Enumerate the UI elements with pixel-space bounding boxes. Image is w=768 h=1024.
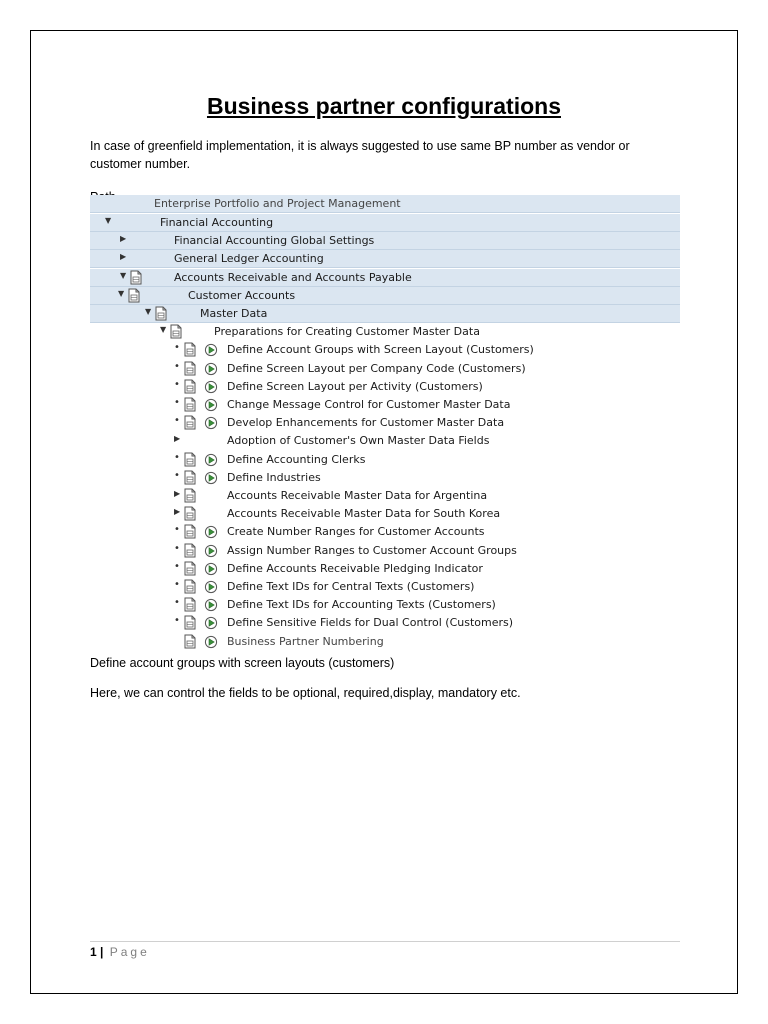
tree-node-label: Assign Number Ranges to Customer Account Groups — [227, 543, 517, 557]
tree-node-label: Define Screen Layout per Activity (Customers) — [227, 379, 483, 393]
tree-row[interactable] — [90, 505, 680, 523]
tree-row[interactable] — [90, 378, 680, 396]
execute-clock-icon[interactable] — [204, 453, 218, 467]
expand-arrow-icon[interactable]: ▼ — [160, 325, 167, 335]
document-icon — [130, 270, 142, 285]
leaf-bullet-icon: • — [174, 469, 180, 481]
tree-row-cutoff-top[interactable] — [90, 195, 680, 213]
tree-node-label: Define Text IDs for Central Texts (Customers) — [227, 580, 475, 593]
document-icon — [184, 579, 196, 594]
tree-row[interactable] — [90, 396, 680, 414]
document-icon — [184, 361, 196, 376]
document-icon — [184, 415, 196, 430]
tree-row[interactable] — [90, 432, 680, 450]
leaf-bullet-icon: • — [174, 451, 180, 463]
tree-row[interactable] — [90, 578, 680, 596]
tree-row-cutoff-bottom[interactable] — [90, 633, 680, 651]
document-icon — [184, 506, 196, 521]
tree-row[interactable] — [90, 451, 680, 469]
expand-arrow-icon[interactable]: ▼ — [120, 270, 127, 280]
execute-clock-icon[interactable] — [204, 362, 218, 376]
document-icon — [184, 488, 196, 503]
tree-node-label: Preparations for Creating Customer Master Data — [214, 325, 480, 339]
document-icon — [184, 597, 196, 612]
tree-row[interactable] — [90, 360, 680, 378]
tree-row[interactable] — [90, 523, 680, 541]
tree-node-label: Define Sensitive Fields for Dual Control (Customers) — [227, 616, 514, 630]
document-icon — [184, 379, 196, 394]
tree-row[interactable] — [90, 341, 680, 359]
expand-arrow-icon[interactable]: ▼ — [105, 216, 112, 225]
tree-row[interactable] — [90, 232, 680, 250]
tree-row[interactable] — [90, 305, 680, 323]
footer-separator: | — [100, 945, 104, 959]
tree-row[interactable] — [90, 560, 680, 578]
tree-node-label: Accounts Receivable Master Data for South Korea — [227, 507, 501, 521]
tree-row[interactable] — [90, 323, 680, 341]
execute-clock-icon[interactable] — [204, 562, 218, 576]
document-icon — [184, 342, 196, 357]
execute-clock-icon[interactable] — [204, 635, 218, 649]
document-title: Business partner configurations — [206, 93, 561, 119]
tree-node-label: Define Accounting Clerks — [227, 452, 366, 466]
tree-node-label: Master Data — [200, 307, 268, 320]
tree-row[interactable] — [90, 414, 680, 432]
document-icon — [184, 524, 196, 539]
execute-clock-icon[interactable] — [204, 525, 218, 539]
tree-node-label: Customer Accounts — [188, 288, 296, 302]
execute-clock-icon[interactable] — [204, 580, 218, 594]
document-icon — [184, 452, 196, 467]
tree-node-label: Define Text IDs for Accounting Texts (Customers) — [227, 598, 496, 612]
document-icon — [184, 543, 196, 558]
document-icon — [184, 615, 196, 630]
tree-node-label: Define Account Groups with Screen Layout (Customers) — [227, 343, 534, 357]
leaf-bullet-icon: • — [174, 378, 180, 390]
document-icon — [184, 470, 196, 485]
note-paragraph: Here, we can control the fields to be optional, required,display, mandatory etc. — [90, 686, 521, 700]
tree-row[interactable] — [90, 269, 680, 287]
execute-clock-icon[interactable] — [204, 416, 218, 430]
execute-clock-icon[interactable] — [204, 616, 218, 630]
tree-node-label: Change Message Control for Customer Master Data — [227, 398, 511, 411]
execute-clock-icon[interactable] — [204, 380, 218, 394]
execute-clock-icon[interactable] — [204, 398, 218, 412]
tree-row[interactable] — [90, 542, 680, 560]
page-number: 1 — [90, 945, 97, 959]
intro-paragraph: In case of greenfield implementation, it is always suggested to use same BP number as vendor or customer number. — [90, 139, 630, 171]
leaf-bullet-icon: • — [174, 579, 180, 590]
leaf-bullet-icon: • — [174, 397, 180, 408]
tree-node-label: Define Accounts Receivable Pledging Indicator — [227, 561, 483, 575]
tree-node-label: Develop Enhancements for Customer Master Data — [227, 416, 505, 430]
collapse-arrow-icon[interactable]: ▶ — [120, 234, 127, 244]
collapse-arrow-icon[interactable]: ▶ — [174, 434, 181, 444]
footer-divider — [90, 941, 680, 942]
leaf-bullet-icon: • — [174, 360, 180, 372]
page-footer — [90, 945, 150, 959]
tree-cutoff-label: Business Partner Numbering — [227, 634, 384, 648]
document-icon — [184, 634, 196, 649]
document-icon — [184, 397, 196, 412]
collapse-arrow-icon[interactable]: ▶ — [120, 252, 127, 262]
collapse-arrow-icon[interactable]: ▶ — [174, 489, 181, 498]
document-icon — [128, 288, 140, 303]
leaf-bullet-icon: • — [174, 597, 180, 609]
tree-node-label: Accounts Receivable and Accounts Payable — [174, 270, 412, 284]
sap-img-tree-screenshot — [90, 197, 680, 648]
tree-node-label: General Ledger Accounting — [174, 252, 324, 266]
leaf-bullet-icon: • — [174, 415, 180, 427]
expand-arrow-icon[interactable]: ▼ — [118, 288, 125, 298]
tree-row[interactable] — [90, 614, 680, 632]
tree-node-label: Adoption of Customer's Own Master Data Fields — [227, 434, 490, 448]
tree-node-label: Accounts Receivable Master Data for Argentina — [227, 489, 488, 502]
execute-clock-icon[interactable] — [204, 471, 218, 485]
tree-node-label: Financial Accounting Global Settings — [174, 234, 375, 248]
leaf-bullet-icon: • — [174, 342, 180, 354]
leaf-bullet-icon: • — [174, 615, 180, 627]
leaf-bullet-icon: • — [174, 542, 180, 554]
tree-row[interactable] — [90, 250, 680, 268]
tree-row[interactable] — [90, 469, 680, 487]
execute-clock-icon[interactable] — [204, 598, 218, 612]
screenshot-caption: Define account groups with screen layouts (customers) — [90, 656, 395, 670]
document-icon — [155, 306, 167, 321]
tree-node-label: Financial Accounting — [160, 216, 274, 229]
tree-node-label: Define Industries — [227, 470, 321, 484]
expand-arrow-icon[interactable]: ▼ — [145, 307, 152, 316]
tree-node-label: Define Screen Layout per Company Code (Customers) — [227, 361, 526, 375]
leaf-bullet-icon: • — [174, 524, 180, 536]
execute-clock-icon[interactable] — [204, 343, 218, 357]
execute-clock-icon[interactable] — [204, 544, 218, 558]
document-icon — [170, 324, 182, 339]
tree-row[interactable] — [90, 487, 680, 505]
document-icon — [184, 561, 196, 576]
tree-row[interactable] — [90, 596, 680, 614]
tree-cutoff-label: Enterprise Portfolio and Project Management — [154, 197, 401, 210]
collapse-arrow-icon[interactable]: ▶ — [174, 507, 181, 517]
page-label: Page — [109, 945, 150, 959]
tree-node-label: Create Number Ranges for Customer Accounts — [227, 525, 485, 539]
tree-row[interactable] — [90, 214, 680, 232]
tree-row[interactable] — [90, 287, 680, 305]
leaf-bullet-icon: • — [174, 560, 180, 572]
